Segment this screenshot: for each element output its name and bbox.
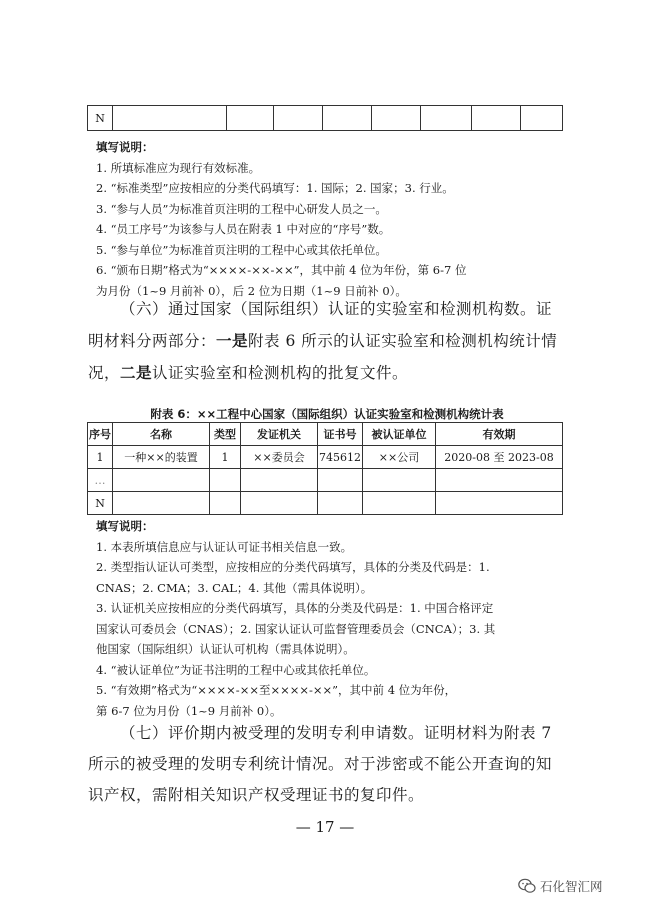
note-item: 国家认可委员会（CNAS）；2. 国家认证认可监督管理委员会（CNCA）；3. 其: [96, 621, 496, 636]
paragraph-line: 识产权，需附相关知识产权受理证书的复印件。: [88, 786, 425, 804]
table-cell: N: [88, 106, 113, 131]
column-header: 证书号: [318, 423, 363, 446]
column-header: 发证机关: [241, 423, 318, 446]
table-cell: ××委员会: [241, 446, 318, 469]
bold-text: 二是: [120, 363, 153, 382]
watermark: [518, 877, 603, 895]
table-row: [88, 446, 563, 469]
paragraph-line: （七）评价期内被受理的发明专利申请数。证明材料为附表 7: [120, 724, 552, 742]
table-cell: [210, 492, 241, 515]
note-item: 4. “员工序号”为该参与人员在附表 1 中对应的“序号”数。: [96, 222, 391, 236]
watermark-text: 石化智汇网: [540, 879, 603, 894]
paragraph-line: [88, 325, 566, 357]
paragraph-line: 所示的被受理的发明专利统计情况。对于涉密或不能公开查询的知: [88, 755, 553, 773]
text-span: 认证实验室和检测机构的批复文件。: [152, 364, 409, 382]
note-item: 他国家（国际组织）认证认可机构（需具体说明）。: [96, 642, 355, 656]
column-header: 类型: [210, 423, 241, 446]
table-cell: N: [88, 492, 113, 515]
table-cell: [436, 492, 563, 515]
table-cell: 一种××的装置: [113, 446, 210, 469]
text-span: 附表 6 所示的认证实验室和检测机构统计情: [248, 332, 558, 350]
certification-table: [87, 422, 563, 515]
note-item: 3. 认证机关应按相应的分类代码填写，具体的分类及代码是：1. 中国合格评定: [96, 601, 494, 615]
text-span: 况，: [88, 364, 121, 382]
table-cell: [274, 106, 323, 131]
section-six-paragraph: [88, 294, 566, 389]
standards-table-continuation: [87, 105, 563, 131]
notes-heading: 填写说明：: [96, 140, 154, 154]
table-cell: [318, 492, 363, 515]
note-item: 2. 类型指认证认可类型，应按相应的分类代码填写，具体的分类及代码是：1.: [96, 560, 490, 574]
bold-text: 一是: [216, 331, 249, 350]
table-cell: [113, 106, 227, 131]
table-cell: 2020-08 至 2023-08: [436, 446, 563, 469]
table-row: [88, 492, 563, 515]
table-cell: [521, 106, 563, 131]
note-item: 2. “标准类型”应按相应的分类代码填写：1. 国际；2. 国家；3. 行业。: [96, 181, 454, 195]
table-cell: 745612: [318, 446, 363, 469]
table-cell: 1: [88, 446, 113, 469]
note-item: 为月份（1~9 月前补 0），后 2 位为日期（1~9 日前补 0）。: [96, 283, 407, 298]
table-cell: [323, 106, 372, 131]
column-header: 名称: [113, 423, 210, 446]
note-item: 5. “参与单位”为标准首页注明的工程中心或其依托单位。: [96, 242, 387, 257]
table-cell: …: [88, 469, 113, 492]
page-number: — 17 —: [295, 818, 355, 836]
column-header: 被认证单位: [363, 423, 436, 446]
table-row: [88, 106, 563, 131]
table-cell: [363, 492, 436, 515]
table-cell: ××公司: [363, 446, 436, 469]
wechat-icon: [518, 878, 536, 894]
table-cell: [227, 106, 274, 131]
text-span: 明材料分两部分：: [88, 332, 217, 350]
notes-standards: [96, 137, 566, 301]
notes-certification: [96, 516, 566, 721]
notes-heading: 填写说明：: [96, 519, 154, 533]
table-cell: [113, 469, 210, 492]
table-cell: [372, 106, 421, 131]
note-item: 5. “有效期”格式为“××××-××至××××-××”，其中前 4 位为年份，: [96, 683, 457, 697]
table-cell: [363, 469, 436, 492]
column-header: 有效期: [436, 423, 563, 446]
paragraph-line: （六）通过国家（国际组织）认证的实验室和检测机构数。证: [120, 300, 553, 318]
table-cell: [241, 469, 318, 492]
table-cell: [210, 469, 241, 492]
paragraph-line: [88, 357, 566, 389]
table-row: [88, 469, 563, 492]
table-cell: [318, 469, 363, 492]
table-cell: [472, 106, 521, 131]
table-caption: 附表 6：××工程中心国家（国际组织）认证实验室和检测机构统计表: [150, 407, 504, 421]
note-item: 6. “颁布日期”格式为“××××-××-××”，其中前 4 位为年份，第 6-7 位: [96, 263, 467, 277]
note-item: 1. 本表所填信息应与认证认可证书相关信息一致。: [96, 539, 353, 554]
note-item: 4. “被认证单位”为证书注明的工程中心或其依托单位。: [96, 662, 376, 677]
note-item: 1. 所填标准应为现行有效标准。: [96, 160, 261, 175]
section-seven-paragraph: [88, 718, 566, 811]
table-cell: [421, 106, 472, 131]
table-cell: [241, 492, 318, 515]
note-item: 3. “参与人员”为标准首页注明的工程中心研发人员之一。: [96, 201, 387, 216]
table-header-row: [88, 423, 563, 446]
table-cell: [113, 492, 210, 515]
note-item: 第 6-7 位为月份（1~9 月前补 0）。: [96, 703, 282, 718]
table-cell: [436, 469, 563, 492]
table-cell: 1: [210, 446, 241, 469]
column-header: 序号: [88, 423, 113, 446]
note-item: CNAS；2. CMA；3. CAL；4. 其他（需具体说明）。: [96, 580, 373, 595]
